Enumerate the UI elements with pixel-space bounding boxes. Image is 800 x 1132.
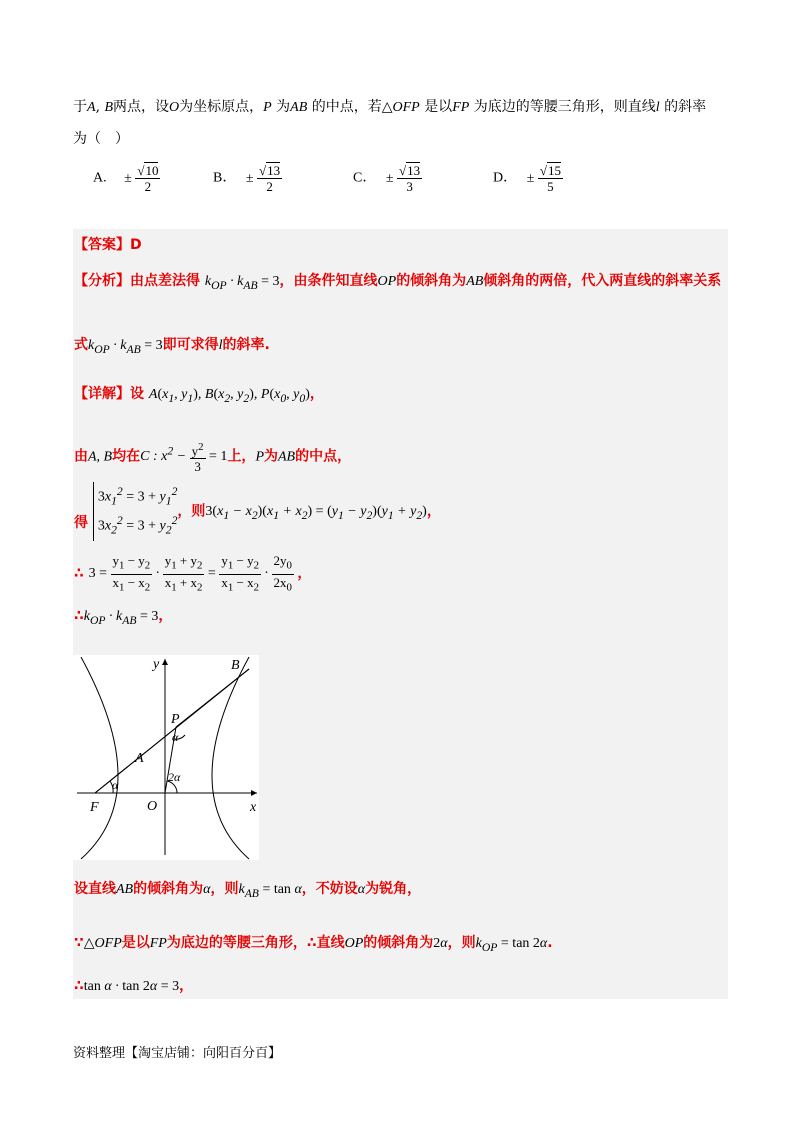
option-sign: ± — [245, 170, 254, 186]
math: $k_{OP} \cdot k_{AB} = 3$ — [204, 274, 280, 292]
numerator: 13 — [267, 163, 281, 178]
denominator: 2 — [144, 179, 152, 194]
text: ，则 — [447, 935, 476, 951]
option-label: A. — [93, 170, 107, 186]
text: 上， — [227, 448, 256, 465]
analysis-line-1 — [74, 270, 721, 292]
math: $k_{OP} = \tan 2\alpha$ — [475, 936, 548, 954]
label-b: B — [231, 658, 240, 673]
label-o: O — [147, 799, 158, 814]
math: OP — [344, 936, 364, 951]
math: 2α — [433, 936, 448, 951]
text: 由点差法得 — [130, 273, 200, 289]
text: ∵ — [74, 935, 84, 951]
math: P — [263, 100, 272, 115]
question-line-2: 为（ ） — [73, 131, 129, 147]
option-fraction: $\frac{√13}{3}$ — [399, 163, 421, 194]
text: 倾斜角的两倍，代入两直线的斜率关系 — [483, 273, 722, 289]
math: O — [169, 100, 180, 115]
denominator: 5 — [547, 179, 554, 194]
answer-tag: 【答案】 — [74, 237, 130, 253]
detail-line-4 — [74, 553, 311, 595]
option-sign: ± — [526, 170, 535, 186]
text: 得 — [74, 515, 88, 532]
math: P — [255, 449, 264, 465]
option-fraction: $\frac{√13}{2}$ — [259, 163, 281, 194]
math: $k_{OP} \cdot k_{AB} = 3$ — [83, 609, 159, 627]
text: 为锐角， — [365, 881, 422, 897]
math: FP — [149, 936, 167, 951]
detail-line-8 — [74, 975, 193, 995]
option-a — [93, 163, 160, 194]
figure-background — [73, 655, 259, 860]
text: 两点，设 — [113, 99, 170, 115]
math: α — [203, 882, 211, 897]
math: OP — [377, 274, 397, 289]
text: 的倾斜角为 — [396, 273, 467, 289]
label-a: A — [135, 751, 144, 766]
detail-line-3 — [74, 482, 441, 541]
math: l — [218, 338, 223, 353]
option-d — [493, 163, 563, 194]
text: 设 — [130, 386, 144, 402]
text: 设直线 — [74, 881, 116, 897]
numerator: 13 — [407, 163, 421, 178]
denominator: 3 — [406, 179, 413, 194]
text: ， — [309, 386, 324, 402]
text: 即可求得 — [162, 337, 219, 353]
text: ， — [426, 503, 441, 520]
text: ∴ — [74, 608, 84, 624]
option-label: D． — [493, 170, 518, 186]
detail-line-7 — [74, 932, 553, 954]
text: ，则 — [210, 881, 239, 897]
text: ，则 — [177, 503, 206, 520]
text: 的中点， — [295, 448, 352, 465]
text: 为底边的等腰三角形，则直线 — [473, 99, 656, 115]
text: 的斜率 — [664, 99, 707, 115]
text: 的倾斜角为 — [133, 881, 204, 897]
text: ∴ — [74, 978, 84, 994]
question-line-1: 于A, B两点，设O为坐标原点，P 为AB 的中点，若△OFP 是以FP 为底边的等腰三角形，则直线l 的斜率 — [73, 99, 707, 115]
text: 的斜率. — [222, 337, 270, 353]
text: 是以 — [424, 99, 453, 115]
text: 的中点，若△ — [311, 99, 393, 115]
math: OFP — [392, 100, 420, 115]
label-f: F — [90, 800, 99, 815]
detail-line-6 — [74, 878, 421, 900]
label-p: P — [171, 712, 180, 727]
math: $A(x_1$, $y_1$), $B(x_2$, $y_2$), $P(x_0$, $y_0$) — [148, 387, 310, 405]
label-alpha-f: α — [112, 778, 119, 792]
answer-value: D — [130, 237, 142, 253]
text: 为 — [264, 448, 278, 465]
numerator: 10 — [145, 163, 159, 178]
math: AB — [278, 449, 296, 465]
detail-tag: 【详解】 — [74, 386, 130, 402]
detail-line-1 — [74, 383, 324, 405]
label-x: x — [250, 800, 257, 815]
text: ， — [297, 565, 312, 582]
text: 为坐标原点， — [179, 99, 264, 115]
text: 于 — [73, 99, 87, 115]
denominator: 2 — [266, 179, 273, 194]
math: A — [87, 100, 96, 115]
math: B — [104, 100, 114, 115]
label-alpha-p: α — [172, 730, 179, 744]
math: $3x_1^2 = 3 + y_1^2$ $3x_2^2 = 3 + y_2^2$ — [93, 482, 178, 541]
text: 的倾斜角为 — [363, 935, 434, 951]
option-label: B． — [213, 170, 237, 186]
math: $k_{OP} \cdot k_{AB} = 3$ — [88, 338, 163, 356]
text: 为底边的等腰三角形，∴直线 — [166, 935, 345, 951]
math: α — [357, 882, 366, 897]
analysis-line-2 — [74, 334, 270, 356]
math: tan α · tan 2α = 3 — [83, 979, 180, 994]
answer-line — [74, 234, 142, 254]
option-sign: ± — [124, 170, 132, 186]
text: 是以 — [121, 935, 150, 951]
detail-line-5 — [74, 605, 172, 627]
math: $k_{AB} = \tan \alpha$ — [238, 882, 302, 900]
text: ，不妨设 — [301, 881, 358, 897]
footer: 资料整理【淘宝店铺：向阳百分百】 — [73, 1046, 282, 1061]
math: AB — [290, 100, 308, 115]
text: ， — [158, 608, 173, 624]
math: 3 = $\frac{y_1 - y_2}{x_1 - x_2}$ · $\frac{y_1 + y_2}{x_1 + x_2}$ = $\frac{y_1 - y_2}{x_1 - x_2}$ · $\frac{2y_0}{2x_0}$ — [88, 553, 292, 594]
math: AB — [466, 274, 484, 289]
text: 均在 — [112, 448, 141, 465]
detail-line-2 — [74, 440, 351, 474]
math: A, B — [88, 449, 113, 465]
text: ∴ — [74, 565, 84, 582]
label-2alpha: 2α — [168, 770, 181, 784]
option-b — [213, 163, 282, 194]
option-sign: ± — [385, 170, 394, 186]
text: ，由条件知直线 — [279, 273, 378, 289]
math: △OFP — [83, 936, 122, 951]
text: 为 — [276, 99, 291, 115]
math: FP — [452, 100, 470, 115]
math: AB — [116, 882, 134, 897]
option-c — [353, 163, 422, 194]
text: 由 — [74, 448, 88, 465]
text: ， — [179, 978, 194, 994]
math: $3(x_1 - x_2)(x_1 + x_2) = (y_1 - y_2)(y_1 + y_2)$ — [205, 504, 427, 523]
hyperbola-figure — [73, 655, 259, 860]
label-y: y — [153, 657, 160, 672]
math: C : $x^2$ − $\frac{y^2}{3}$ = 1 — [140, 441, 228, 475]
numerator: 15 — [547, 163, 561, 178]
text: . — [547, 935, 553, 951]
text: 式 — [74, 337, 88, 353]
analysis-tag: 【分析】 — [74, 273, 130, 289]
option-label: C． — [353, 170, 377, 186]
option-fraction: $\frac{√15}{5}$ — [539, 163, 561, 194]
math: l — [655, 100, 660, 115]
option-fraction: $\frac{√10}{2}$ — [137, 163, 159, 194]
